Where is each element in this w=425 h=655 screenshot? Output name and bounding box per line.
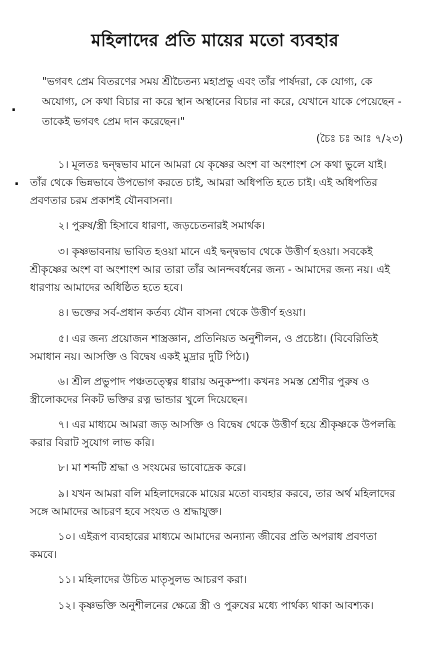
- item-number: ১০।: [58, 531, 76, 543]
- margin-mark: .: [11, 99, 17, 115]
- list-item: [30, 571, 402, 589]
- item-number: ৪।: [58, 307, 69, 319]
- list-item: [30, 217, 402, 235]
- item-text: কৃষ্ণভাবনায় ভাবিত হওয়া মানে এই দ্বন্দ্বভাব থেকে উত্তীর্ণ হওয়া। সবকেই শ্রীকৃষ্ণের অংশ বা অংশাংশ আর তারা তাঁর আনন্দবর্ধনের জন্য - আমাদের জন্য নয়। এই ধারণায় আমাদের অধিষ্ঠিত হতে হবে।: [30, 246, 390, 294]
- item-text: মা শব্দটি শ্রদ্ধা ও সংযমের ভাবোদ্রেক করে।: [71, 462, 247, 474]
- item-number: ৩।: [58, 246, 69, 258]
- item-number: ৯।: [58, 488, 69, 500]
- margin-mark: .: [14, 173, 20, 189]
- item-text: মহিলাদের উচিত মাতৃসুলভ আচরণ করা।: [78, 574, 247, 586]
- item-text: মূলতঃ দ্বন্দ্বভাব মানে আমরা যে কৃষ্ণের অংশ বা অংশাংশ সে কথা ভুলে যাই। তাঁর থেকে ভিন্নভাবে উপভোগ করতে চাই, আমরা অধিপতি হতে চাই। এই অধিপতির প্রবণতার চরম প্রকাশই যৌনবাসনা।: [30, 159, 387, 207]
- list-item: [30, 416, 402, 452]
- list-item: [30, 330, 402, 366]
- item-number: ৬।: [58, 376, 69, 388]
- page-title: মহিলাদের প্রতি মায়ের মতো ব্যবহার: [91, 31, 339, 51]
- item-number: ৫।: [58, 333, 69, 345]
- item-number: ১২।: [58, 600, 76, 612]
- item-text: এর মাধ্যমে আমরা জড় আসক্তি ও বিদ্বেষ থেকে উত্তীর্ণ হয়ে শ্রীকৃষ্ণকে উপলব্ধি করার বিরাট সুযোগ লাভ করি।: [30, 419, 396, 449]
- list-item: [30, 243, 402, 297]
- list-item: [30, 485, 402, 521]
- item-text: এইরূপ ব্যবহারের মাধ্যমে আমাদের অন্যান্য জীবের প্রতি অপরাধ প্রবণতা কমবে।: [30, 531, 377, 561]
- item-text: এর জন্য প্রয়োজন শাস্ত্রজ্ঞান, প্রতিনিয়ত অনুশীলন, ও প্রচেষ্টা। (বিবেরিতিই সমাধান নয়। আসক্তি ও বিদ্বেষ একই মুদ্রার দুটি পিঠ।): [30, 333, 378, 363]
- item-text: পুরুষ/স্ত্রী হিসাবে ধারণা, জড়চেতনারই সমার্থক।: [71, 220, 265, 232]
- item-text: যখন আমরা বলি মহিলাদেরকে মায়ের মতো ব্যবহার করবে, তার অর্থ মহিলাদের সঙ্গে আমাদের আচরণ হবে সংযত ও শ্রদ্ধাযুক্ত।: [30, 488, 396, 518]
- item-text: শ্রীল প্রভুপাদ পঞ্চতত্ত্বের ধারায় অনুকম্পা। কখনঃ সমস্ত শ্রেণীর পুরুষ ও স্ত্রীলোকদের নিকট ভক্তির রত্ন ভান্ডার খুলে দিয়েছেন।: [30, 376, 370, 406]
- item-number: ১১।: [58, 574, 76, 586]
- list-item: [30, 156, 402, 210]
- list-item: [30, 304, 402, 322]
- item-number: ৭।: [58, 419, 69, 431]
- item-number: ৮।: [58, 462, 69, 474]
- list-item: [30, 459, 402, 477]
- quote-citation: (চৈঃ চঃ আঃ ৭/২৩): [316, 133, 403, 145]
- item-number: ২।: [58, 220, 69, 232]
- item-text: কৃষ্ণভক্তি অনুশীলনের ক্ষেত্রে স্ত্রী ও পুরুষের মধ্যে পার্থক্য থাকা আবশ্যক।: [78, 600, 374, 612]
- list-item: [30, 597, 402, 615]
- list-item: [30, 528, 402, 564]
- item-number: ১।: [58, 159, 69, 171]
- opening-quote: "ভগবৎ প্রেম বিতরণের সময় শ্রীচৈতন্য মহাপ্রভু এবং তাঁর পার্ষদরা, কে যোগ্য, কে অযোগ্য, সে কথা বিচার না করে স্থান অস্থানের বিচার না করে, যেখানে যাকে পেয়েছেন - তাকেই ভগবৎ প্রেম দান করেছেন।": [42, 76, 402, 128]
- list-item: [30, 373, 402, 409]
- item-text: ভক্তের সর্ব-প্রধান কর্তব্য যৌন বাসনা থেকে উত্তীর্ণ হওয়া।: [71, 307, 306, 319]
